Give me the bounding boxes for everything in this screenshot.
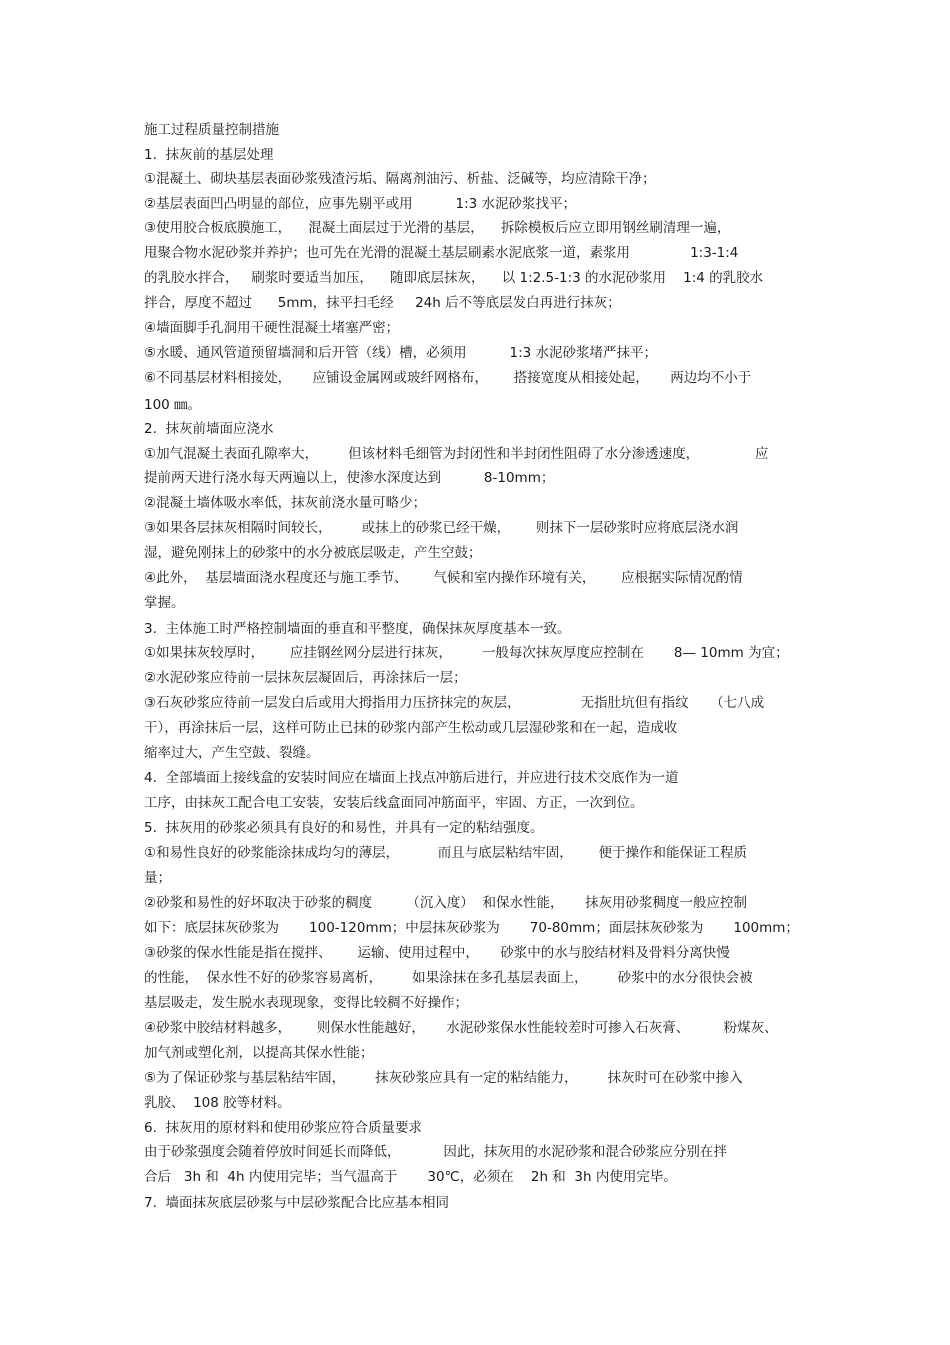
paragraph-line: 合后 3h 和 4h 内使用完毕；当气温高于 30℃，必须在 2h 和 3h 内使用完毕。 <box>144 1169 677 1185</box>
paragraph-line: ③砂浆的保水性能是指在搅拌、 运输、使用过程中， 砂浆中的水与胶结材料及骨料分离快慢 <box>144 945 730 961</box>
paragraph-line: 的性能， 保水性不好的砂浆容易离析， 如果涂抹在多孔基层表面上， 砂浆中的水分很快会被 <box>144 970 753 986</box>
paragraph-line: 干），再涂抹后一层，这样可防止已抹的砂浆内部产生松动或几层湿砂浆和在一起，造成收 <box>144 720 678 736</box>
section-heading: 1. 抹灰前的基层处理 <box>144 147 274 163</box>
paragraph-line: 量； <box>144 870 171 886</box>
paragraph-line: ①混凝土、砌块基层表面砂浆残渣污垢、隔离剂油污、析盐、泛碱等，均应清除干净； <box>144 171 656 187</box>
paragraph-line: ⑤为了保证砂浆与基层粘结牢固， 抹灰砂浆应具有一定的粘结能力， 抹灰时可在砂浆中掺入 <box>144 1070 743 1086</box>
section-heading: 2. 抹灰前墙面应浇水 <box>144 421 274 437</box>
section-heading: 7. 墙面抹灰底层砂浆与中层砂浆配合比应基本相同 <box>144 1195 449 1211</box>
doc-title: 施工过程质量控制措施 <box>144 122 279 138</box>
section-heading: 3. 主体施工时严格控制墙面的垂直和平整度，确保抹灰厚度基本一致。 <box>144 621 571 637</box>
paragraph-line: ④此外， 基层墙面浇水程度还与施工季节、 气候和室内操作环境有关， 应根据实际情况酌情 <box>144 570 743 586</box>
paragraph-line: 如下：底层抹灰砂浆为 100-120mm；中层抹灰砂浆为 70-80mm；面层抹灰砂浆为 100mm； <box>144 920 799 936</box>
paragraph-line: ②砂浆和易性的好坏取决于砂浆的稠度 （沉入度） 和保水性能， 抹灰用砂浆稠度一般应控制 <box>144 895 747 911</box>
paragraph-line: ④墙面脚手孔洞用干硬性混凝土堵塞严密； <box>144 320 400 336</box>
section-heading: 6. 抹灰用的原材料和使用砂浆应符合质量要求 <box>144 1120 422 1136</box>
section-heading: 5. 抹灰用的砂浆必须具有良好的和易性，并具有一定的粘结强度。 <box>144 820 544 836</box>
paragraph-line: 甩聚合物水泥砂浆并养护；也可先在光滑的混凝土基层刷素水泥底浆一道，素浆用 1:3-1:4 <box>144 245 739 261</box>
paragraph-line: ①加气混凝土表面孔隙率大， 但该材料毛细管为封闭性和半封闭性阻碍了水分渗透速度， 应 <box>144 446 769 462</box>
paragraph-line: ①如果抹灰较厚时， 应挂钢丝网分层进行抹灰， 一般每次抹灰厚度应控制在 8— 10mm 为宜； <box>144 645 789 661</box>
paragraph-line: 掌握。 <box>144 595 185 611</box>
paragraph-line: 缩率过大，产生空鼓、裂缝。 <box>144 745 320 761</box>
paragraph-line: ③石灰砂浆应待前一层发白后或用大拇指用力压挤抹完的灰层， 无指肚坑但有指纹 （七八成 <box>144 695 765 711</box>
paragraph-line: 100 ㎜。 <box>144 397 202 413</box>
paragraph-line: ③如果各层抹灰相隔时间较长， 或抹上的砂浆已经干燥， 则抹下一层砂浆时应将底层浇水润 <box>144 520 739 536</box>
paragraph-line: ③使用胶合板底膜施工， 混凝土面层过于光滑的基层， 拆除模板后应立即用钢丝刷清理一遍， <box>144 220 731 236</box>
paragraph-line: ②混凝土墙体吸水率低，抹灰前浇水量可略少； <box>144 495 427 511</box>
section-heading: 4. 全部墙面上接线盒的安装时间应在墙面上找点冲筋后进行，并应进行技术交底作为一道 <box>144 770 679 786</box>
paragraph-line: ②水泥砂浆应待前一层抹灰层凝固后，再涂抹后一层； <box>144 670 467 686</box>
paragraph-line: ④砂浆中胶结材料越多， 则保水性能越好， 水泥砂浆保水性能较差时可掺入石灰膏、 粉煤灰、 <box>144 1020 778 1036</box>
paragraph-line: 的乳胶水拌合， 刷浆时要适当加压， 随即底层抹灰， 以 1:2.5-1:3 的水泥砂浆用 1:4 的乳胶水 <box>144 270 764 286</box>
paragraph-line: 基层吸走，发生脱水表现现象，变得比较稠不好操作； <box>144 995 468 1011</box>
paragraph-line: ①和易性良好的砂浆能涂抹成均匀的薄层， 而且与底层粘结牢固， 便于操作和能保证工程质 <box>144 845 747 861</box>
paragraph-line: ⑤水暖、通风管道预留墙洞和后开管（线）槽，必须用 1:3 水泥砂浆堵严抹平； <box>144 345 658 361</box>
paragraph-line: 加气剂或塑化剂，以提高其保水性能； <box>144 1045 374 1061</box>
paragraph-line: ⑥不同基层材料相接处， 应铺设金属网或玻纤网格布， 搭接宽度从相接处起， 两边均不小于 <box>144 370 752 386</box>
paragraph-line: 拌合，厚度不超过 5mm，抹平扫毛经 24h 后不等底层发白再进行抹灰； <box>144 295 621 311</box>
paragraph-line: 由于砂浆强度会随着停放时间延长而降低， 因此，抹灰用的水泥砂浆和混合砂浆应分别在拌 <box>144 1144 727 1160</box>
paragraph-line: ②基层表面凹凸明显的部位，应事先剔平或用 1:3 水泥砂浆找平； <box>144 196 577 212</box>
paragraph-line: 提前两天进行浇水每天两遍以上，使渗水深度达到 8-10mm； <box>144 470 555 486</box>
paragraph-line: 湿，避免刚抹上的砂浆中的水分被底层吸走，产生空鼓； <box>144 545 482 561</box>
paragraph-line: 乳胶、 108 胶等材料。 <box>144 1095 291 1111</box>
paragraph-line: 工序，由抹灰工配合电工安装，安装后线盒面同冲筋面平，牢固、方正，一次到位。 <box>144 795 644 811</box>
